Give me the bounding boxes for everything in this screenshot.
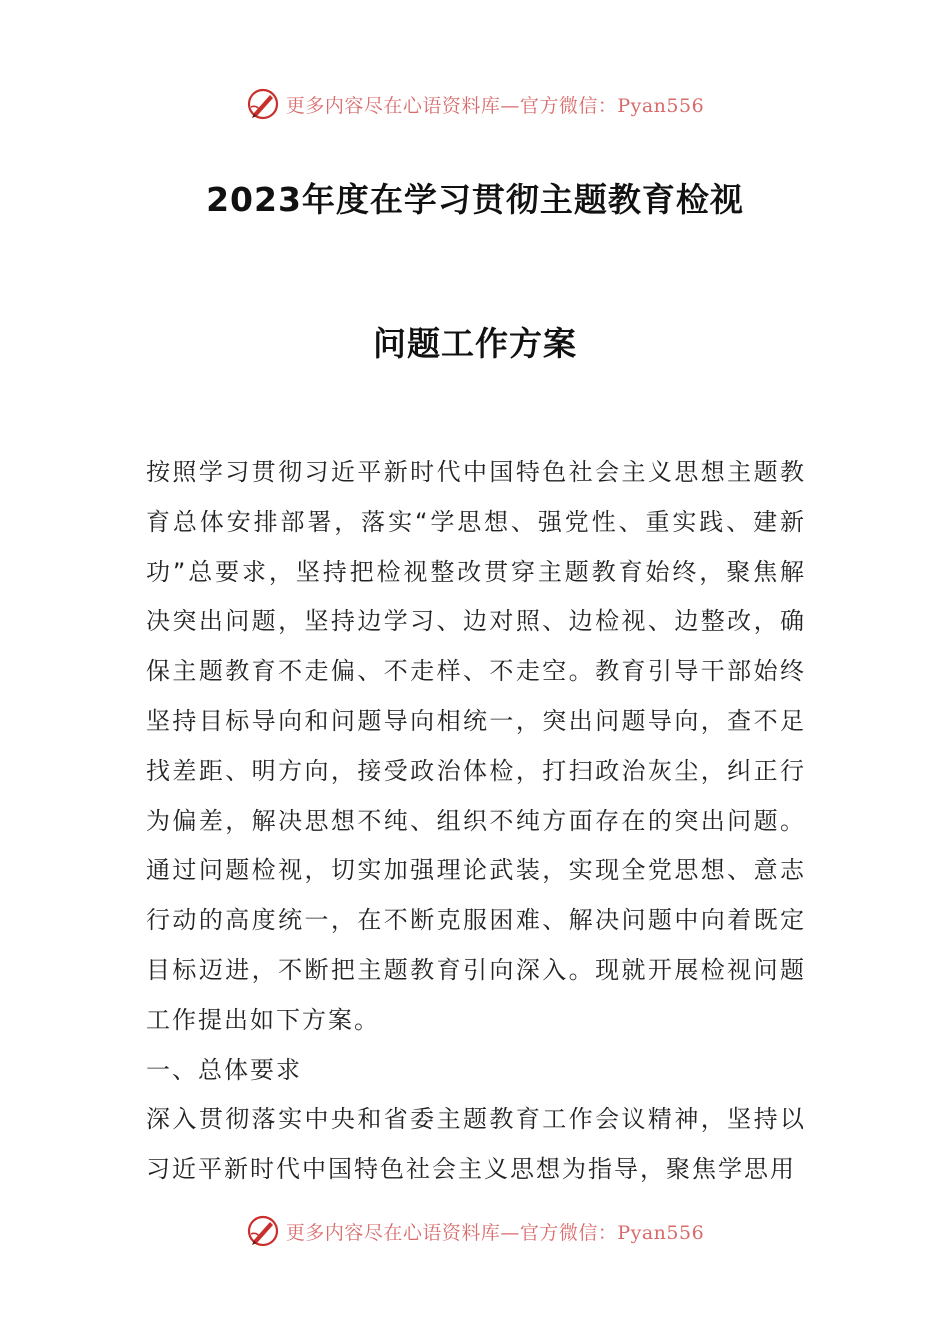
watermark-text: 更多内容尽在心语资料库—官方微信：Pyan556	[285, 94, 705, 117]
section-heading: 一、总体要求	[146, 1055, 302, 1084]
document-title-line2: 问题工作方案	[373, 324, 577, 363]
paragraph-intro: 按照学习贯彻习近平新时代中国特色社会主义思想主题教育总体安排部署，落实“学思想、强党性、重实践、建新功”总要求，坚持把检视整改贯穿主题教育始终，聚焦解决突出问题，坚持边学习、边对照、边检视、边整改，确保主题教育不走偏、不走样、不走空。教育引导干部始终坚持目标导向和问题导向相统一，突出问题导向，查不足找差距、明方向，接受政治体检，打扫政治灰尘，纠正行为偏差，解决思想不纯、组织不纯方面存在的突出问题。通过问题检视，切实加强理论武装，实现全党思想、意志行动的高度统一，在不断克服困难、解决问题中向着既定目标迈进，不断把主题教育引向深入。现就开展检视问题工作提出如下方案。	[146, 458, 806, 1034]
pen-logo-icon	[246, 87, 280, 121]
watermark-header	[0, 84, 950, 124]
watermark-footer	[0, 1211, 950, 1251]
pen-logo-icon	[246, 1214, 280, 1248]
document-title-line1: 2023年度在学习贯彻主题教育检视	[206, 180, 744, 219]
document-body	[146, 448, 806, 1195]
watermark-text: 更多内容尽在心语资料库—官方微信：Pyan556	[285, 1221, 705, 1244]
paragraph-section-one: 深入贯彻落实中央和省委主题教育工作会议精神，坚持以习近平新时代中国特色社会主义思想为指导，聚焦学思用	[146, 1105, 806, 1184]
